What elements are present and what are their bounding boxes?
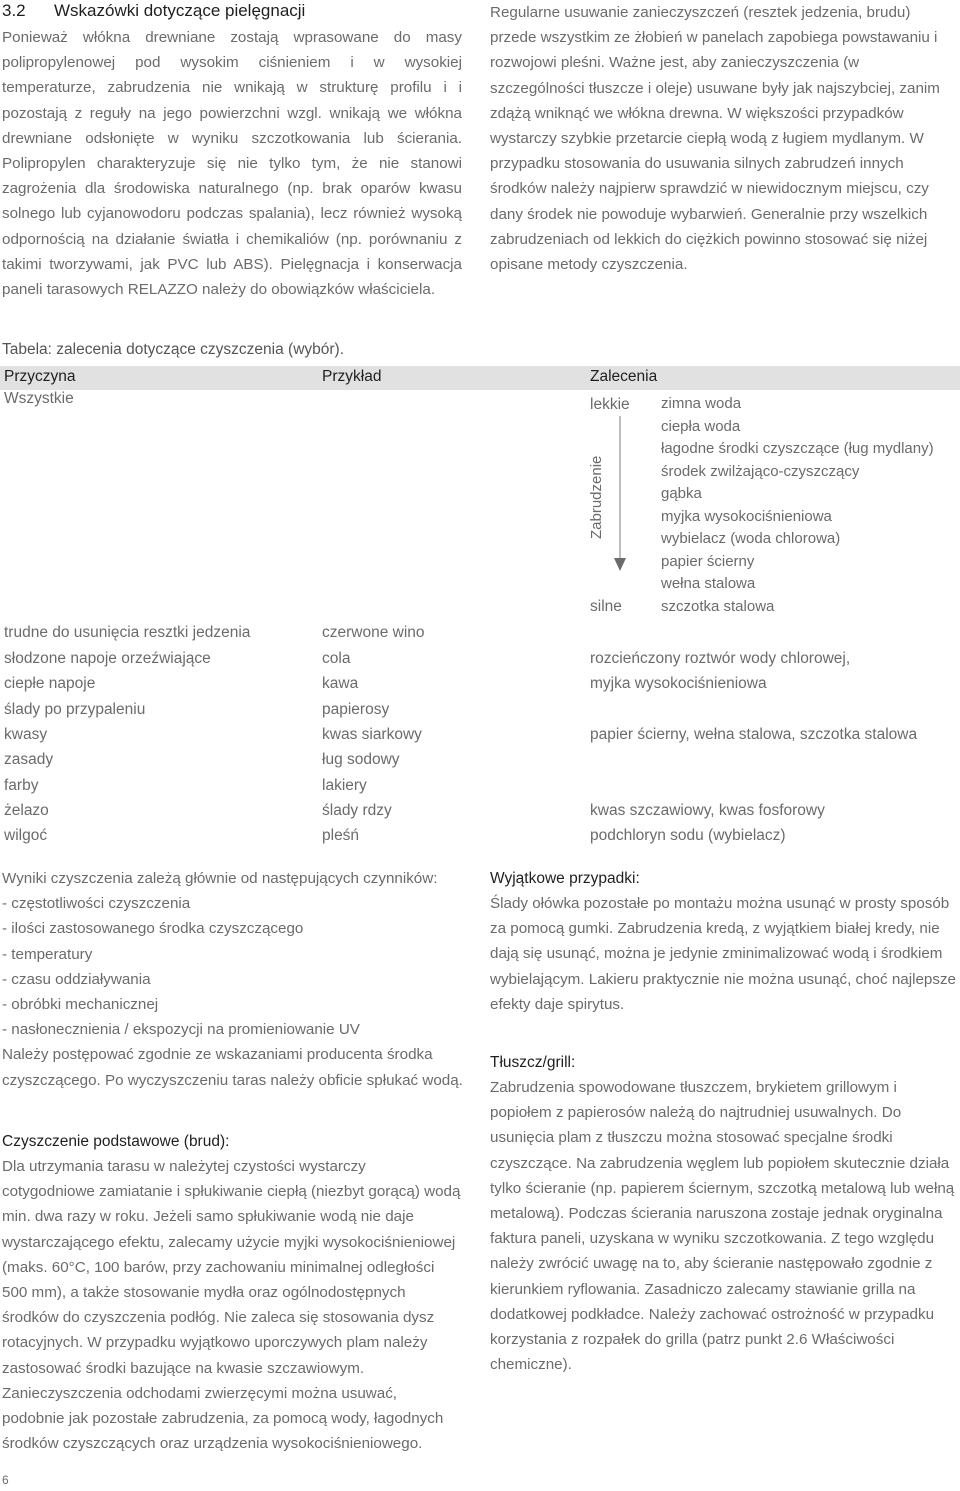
table-header-example: Przykład (322, 368, 382, 385)
table-cell-cause: zasady (4, 751, 54, 768)
table-cell-recommendation: papier ścierny, wełna stalowa, szczotka stalowa (590, 726, 918, 743)
scale-item: środek zwilżająco-czyszczący (661, 463, 860, 480)
factor-item: - ilości zastosowanego środka czyszczącego (2, 920, 304, 938)
table-cell-recommendation: kwas szczawiowy, kwas fosforowy (590, 802, 825, 819)
factor-item: - czasu oddziaływania (2, 970, 151, 988)
factors-block (2, 866, 464, 1093)
factors-outro: Należy postępować zgodnie ze wskazaniami producenta środka czyszczącego. Po wyczyszczeniu taras należy obficie spłukać wodą. (2, 1046, 463, 1089)
intro-paragraph-left: Ponieważ włókna drewniane zostają wprasowane do masy polipropylenowej pod wysokim ciśnieniem i w wysokiej temperaturze, zabrudzenia nie wnikają w strukturę profilu i i pozostają z reguły na jego powierzchni wzgl. wnikają we włókna drewniane odsłonięte w wyniku szczotkowania lub ścierania. Polipropylen charakteryzuje się nie tylko tym, że nie stanowi zagrożenia dla środowiska naturalnego (np. brak oparów kwasu solnego lub cyjanowodoru podczas spalania), lecz również wysoką odpornością na działanie światła i chemikaliów (np. porównaniu z takimi tworzywami, jak PVC lub ABS). Pielęgnacja i konserwacja paneli tarasowych RELAZZO należy do obowiązków właściciela. (2, 29, 462, 299)
grease-grill-title: Tłuszcz/grill: (490, 1054, 576, 1071)
page-number: 6 (2, 1473, 9, 1487)
table-cell-example: ślady rdzy (322, 802, 392, 819)
scale-bottom-label: silne (590, 598, 622, 615)
table-header-recommendation: Zalecenia (590, 368, 658, 385)
table-header-cause: Przyczyna (4, 368, 76, 385)
table-cell-cause: farby (4, 777, 39, 794)
section-heading (2, 0, 305, 22)
scale-item: gąbka (661, 485, 702, 502)
scale-axis-label: Zabrudzenie (588, 455, 605, 539)
special-cases-title: Wyjątkowe przypadki: (490, 870, 640, 887)
table-cell-example: czerwone wino (322, 624, 425, 641)
table-cell-cause: trudne do usunięcia resztki jedzenia (4, 624, 251, 641)
scale-item: szczotka stalowa (661, 598, 775, 615)
scale-item: zimna woda (661, 395, 742, 412)
factors-intro: Wyniki czyszczenia zależą głównie od następujących czynników: (2, 870, 438, 887)
scale-item: wybielacz (woda chlorowa) (661, 530, 841, 547)
table-cell-cause: ciepłe napoje (4, 675, 96, 692)
table-cell-cause: wilgoć (4, 827, 48, 844)
section-number: 3.2 (2, 1, 26, 20)
special-cases-text: Ślady ołówka pozostałe po montażu można usunąć w prosty sposób za pomocą gumki. Zabrudzenia kredą, z wyjątkiem białej kredy, nie dają się usunąć, można je jedynie zminimalizować wodą i środkiem wybielającym. Lakieru praktycznie nie można usunąć, choć najlepsze efekty daje spirytus. (490, 895, 956, 1013)
table-cell-cause: kwasy (4, 726, 48, 743)
table-cell-recommendation: podchloryn sodu (wybielacz) (590, 827, 786, 844)
table-header-bar (0, 366, 960, 390)
table-cell-cause: słodzone napoje orzeźwiające (4, 650, 211, 667)
table-cell-cause: ślady po przypaleniu (4, 701, 146, 718)
table-cell-example: papierosy (322, 701, 390, 718)
table-cell-example: lakiery (322, 777, 367, 794)
scale-item: wełna stalowa (661, 575, 756, 592)
table-caption: Tabela: zalecenia dotyczące czyszczenia (wybór). (2, 341, 345, 358)
intro-paragraph-right: Regularne usuwanie zanieczyszczeń (resztek jedzenia, brudu) przede wszystkim ze żłobień w panelach zapobiega powstawaniu i rozwojowi pleśni. Ważne jest, aby zanieczyszczenia (w szczególności tłuszcze i oleje) usuwane były jak najszybciej, zanim zdążą wniknąć we włókna drewna. W większości przypadków wystarczy szybkie przetarcie ciepłą wodą z ługiem mydlanym. W przypadku stosowania do usuwania silnych zabrudzeń innych środków należy najpierw sprawdzić w niewidocznym miejscu, czy dany środek nie powoduje wybarwień. Generalnie przy wszelkich zabrudzeniach od lekkich do ciężkich powinno stosować się niżej opisane metody czyszczenia. (490, 4, 940, 274)
scale-item: łagodne środki czyszczące (ług mydlany) (661, 440, 934, 457)
table-cell-example: ług sodowy (322, 751, 400, 768)
table-cell-example: kwas siarkowy (322, 726, 422, 743)
scale-item: ciepła woda (661, 418, 741, 435)
down-arrow-icon (612, 416, 628, 572)
scale-item: papier ścierny (661, 553, 755, 570)
factor-item: - temperatury (2, 945, 93, 963)
grease-grill-text: Zabrudzenia spowodowane tłuszczem, brykietem grillowym i popiołem z papierosów należą do najtrudniej usuwalnych. Do usunięcia plam z tłuszczu można stosować specjalne środki czyszczące. Na zabrudzenia węglem lub popiołem skutecznie działa tylko ścieranie (np. papierem ściernym, szczotką metalową lub wełną metalową). Podczas ścierania naruszona zostaje jednak oryginalna faktura paneli, uzyskana w wyniku szczotkowania. Z tego względu należy zwrócić uwagę na to, aby ścieranie następowało zgodnie z kierunkiem ryflowania. Zasadniczo zalecamy stawianie grilla na dodatkowej podkładce. Należy zachować ostrożność w przypadku korzystania z rozpałek do grilla (patrz punkt 2.6 Właściwości chemiczne). (490, 1079, 955, 1374)
table-cell-example: cola (322, 650, 351, 667)
factor-item: - częstotliwości czyszczenia (2, 895, 191, 913)
table-cell-example: kawa (322, 675, 359, 692)
table-cell-recommendation: rozcieńczony roztwór wody chlorowej, (590, 650, 851, 667)
section-title: Wskazówki dotyczące pielęgnacji (54, 1, 306, 20)
basic-cleaning-text: Dla utrzymania tarasu w należytej czystości wystarczy cotygodniowe zamiatanie i spłukiwanie ciepłą (niezbyt gorącą) wodą min. dwa razy w roku. Jeżeli samo spłukiwanie wodą nie daje wystarczającego efektu, zalecamy użycie myjki wysokociśnieniowej (maks. 60°C, 100 barów, przy zachowaniu minimalnej odległości 500 mm), a także stosowanie mydła oraz ogólnodostępnych środków do czyszczenia podłóg. Nie zaleca się stosowania dysz rotacyjnych. W przypadku wyjątkowo uporczywych plam należy zastosować środki bazujące na kwasie szczawiowym. Zanieczyszczenia odchodami zwierzęcymi można usuwać, podobnie jak pozostałe zabrudzenia, za pomocą wody, łagodnych środków czyszczących oraz urządzenia wysokociśnieniowego. (2, 1158, 461, 1453)
table-cell-recommendation: myjka wysokociśnieniowa (590, 675, 767, 692)
basic-cleaning-title: Czyszczenie podstawowe (brud): (2, 1133, 230, 1150)
factor-item: - obróbki mechanicznej (2, 996, 159, 1014)
table-cell-example: pleśń (322, 827, 360, 844)
table-cell-cause-all: Wszystkie (4, 390, 74, 407)
scale-top-label: lekkie (590, 396, 630, 413)
scale-item: myjka wysokociśnieniowa (661, 508, 832, 525)
factor-item: - nasłonecznienia / ekspozycji na promieniowanie UV (2, 1021, 360, 1039)
table-cell-cause: żelazo (4, 802, 49, 819)
